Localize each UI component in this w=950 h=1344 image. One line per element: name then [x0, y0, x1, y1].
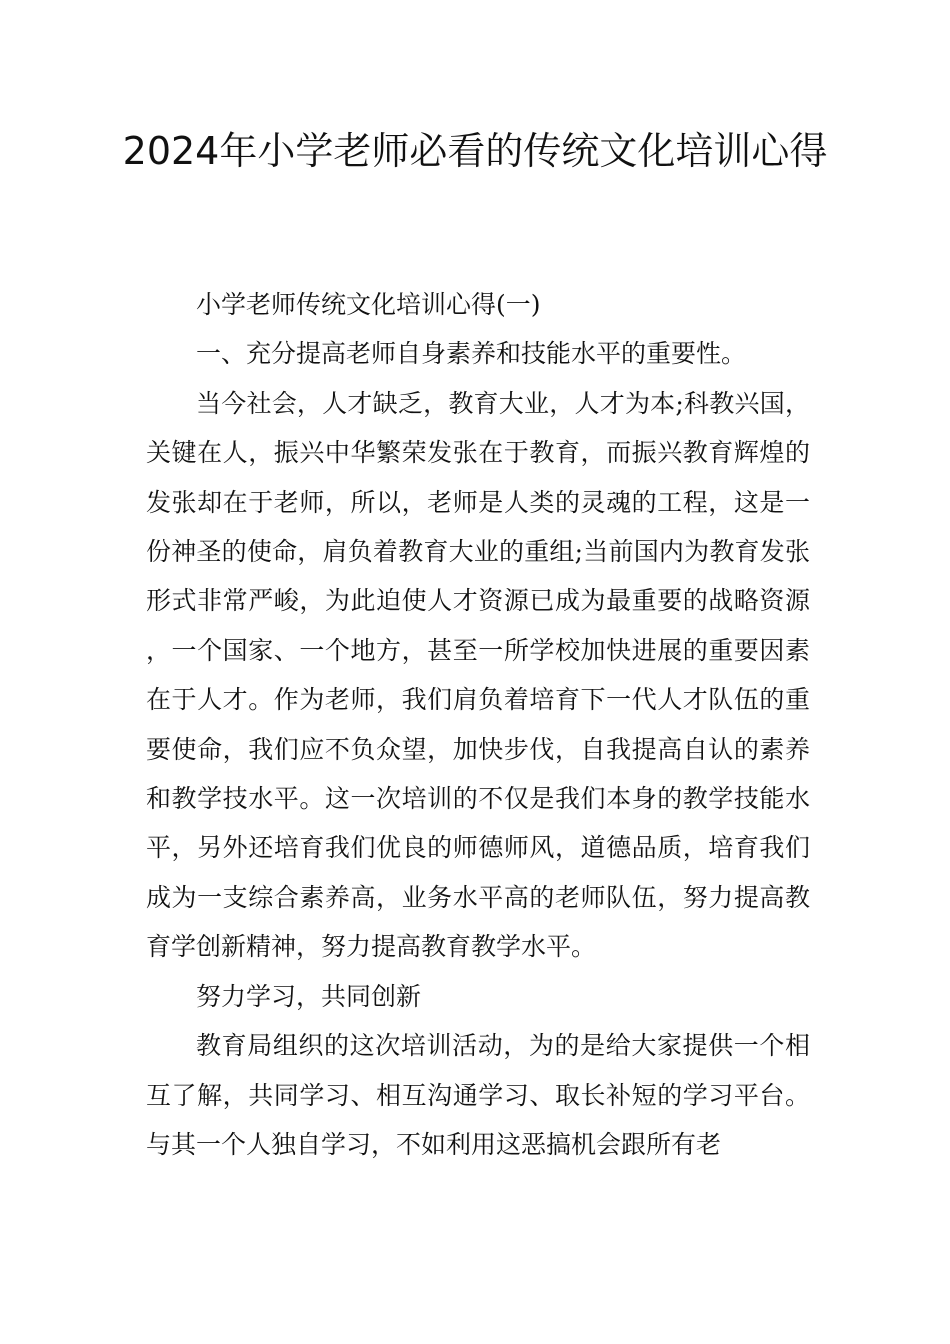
document-title: 2024年小学老师必看的传统文化培训心得: [122, 129, 828, 173]
paragraph-body: 当今社会，人才缺乏，教育大业，人才为本;科教兴国，关键在人，振兴中华繁荣发张在于教育，而振兴教育辉煌的发张却在于老师，所以，老师是人类的灵魂的工程，这是一份神圣的使命，肩负着教育大业的重组;当前国内为教育发张形式非常严峻，为此迫使人才资源已成为最重要的战略资源，一个国家、一个地方，甚至一所学校加快进展的重要因素在于人才。作为老师，我们肩负着培育下一代人才队伍的重要使命，我们应不负众望，加快步伐，自我提高自认的素养和教学技水平。这一次培训的不仅是我们本身的教学技能水平，另外还培育我们优良的师德师风，道德品质，培育我们成为一支综合素养高，业务水平高的老师队伍，努力提高教育学创新精神，努力提高教育教学水平。: [146, 388, 810, 962]
paragraph-section-heading: 努力学习，共同创新: [196, 981, 422, 1011]
paragraph-body: 教育局组织的这次培训活动，为的是给大家提供一个相互了解，共同学习、相互沟通学习、取长补短的学习平台。与其一个人独自学习，不如利用这恶搞机会跟所有老: [146, 1031, 810, 1159]
paragraph-subtitle: 小学老师传统文化培训心得(一): [196, 290, 541, 319]
document-body: [146, 280, 810, 1169]
paragraph-section-heading: 一、充分提高老师自身素养和技能水平的重要性。: [196, 339, 747, 369]
